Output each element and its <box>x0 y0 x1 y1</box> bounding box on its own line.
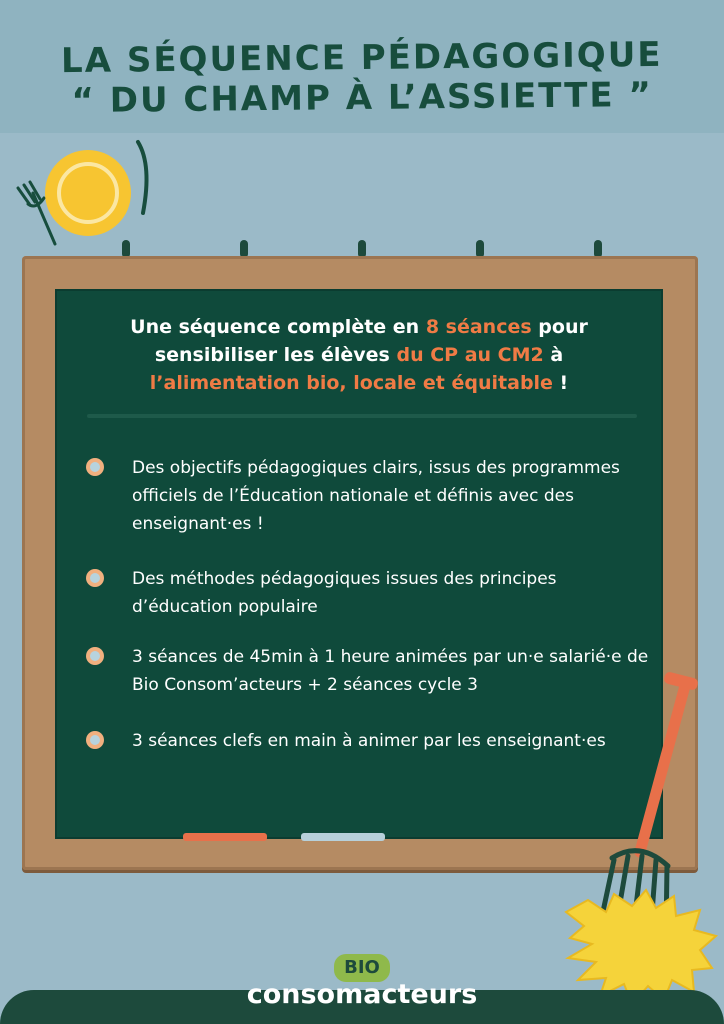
list-item-text: 3 séances de 45min à 1 heure animées par un·e salarié·e de Bio Consom’acteurs + 2 séances cycle 3 <box>132 647 649 695</box>
list-item-text: Des objectifs pédagogiques clairs, issus des programmes officiels de l’Éducation nationale et définis avec des enseignant·es ! <box>132 458 620 534</box>
knife-icon <box>138 142 147 213</box>
bullet-icon <box>86 647 104 665</box>
intro-highlight-sessions: 8 séances <box>425 316 532 338</box>
title-line-2: “ DU CHAMP À L’ASSIETTE ” <box>71 74 654 122</box>
tableware-illustration <box>0 0 724 260</box>
divider <box>87 414 637 418</box>
chalkboard-frame <box>22 256 698 870</box>
intro-part: ! <box>552 372 569 394</box>
intro-part: pour <box>531 316 588 338</box>
bullet-icon <box>86 731 104 749</box>
intro-part: sensibiliser les élèves <box>154 344 397 366</box>
list-item-text: 3 séances clefs en main à animer par les enseignant·es <box>132 731 606 751</box>
title-line-1: LA SÉQUENCE PÉDAGOGIQUE <box>60 34 663 82</box>
chalk-orange <box>183 833 267 841</box>
intro-part: Une séquence complète en <box>130 316 426 338</box>
chalkboard <box>55 289 663 839</box>
plate-icon <box>45 150 131 236</box>
bullet-icon <box>86 458 104 476</box>
bullet-icon <box>86 569 104 587</box>
logo-badge: BIO <box>334 954 390 982</box>
intro-highlight-food: l’alimentation bio, locale et équitable <box>149 372 553 394</box>
logo-wordmark: consomacteurs <box>246 979 478 1010</box>
intro-part: à <box>543 344 564 366</box>
list-item-text: Des méthodes pédagogiques issues des principes d’éducation populaire <box>132 569 557 617</box>
chalk-blue <box>301 833 385 841</box>
intro-text <box>55 313 663 397</box>
intro-highlight-levels: du CP au CM2 <box>396 344 544 366</box>
